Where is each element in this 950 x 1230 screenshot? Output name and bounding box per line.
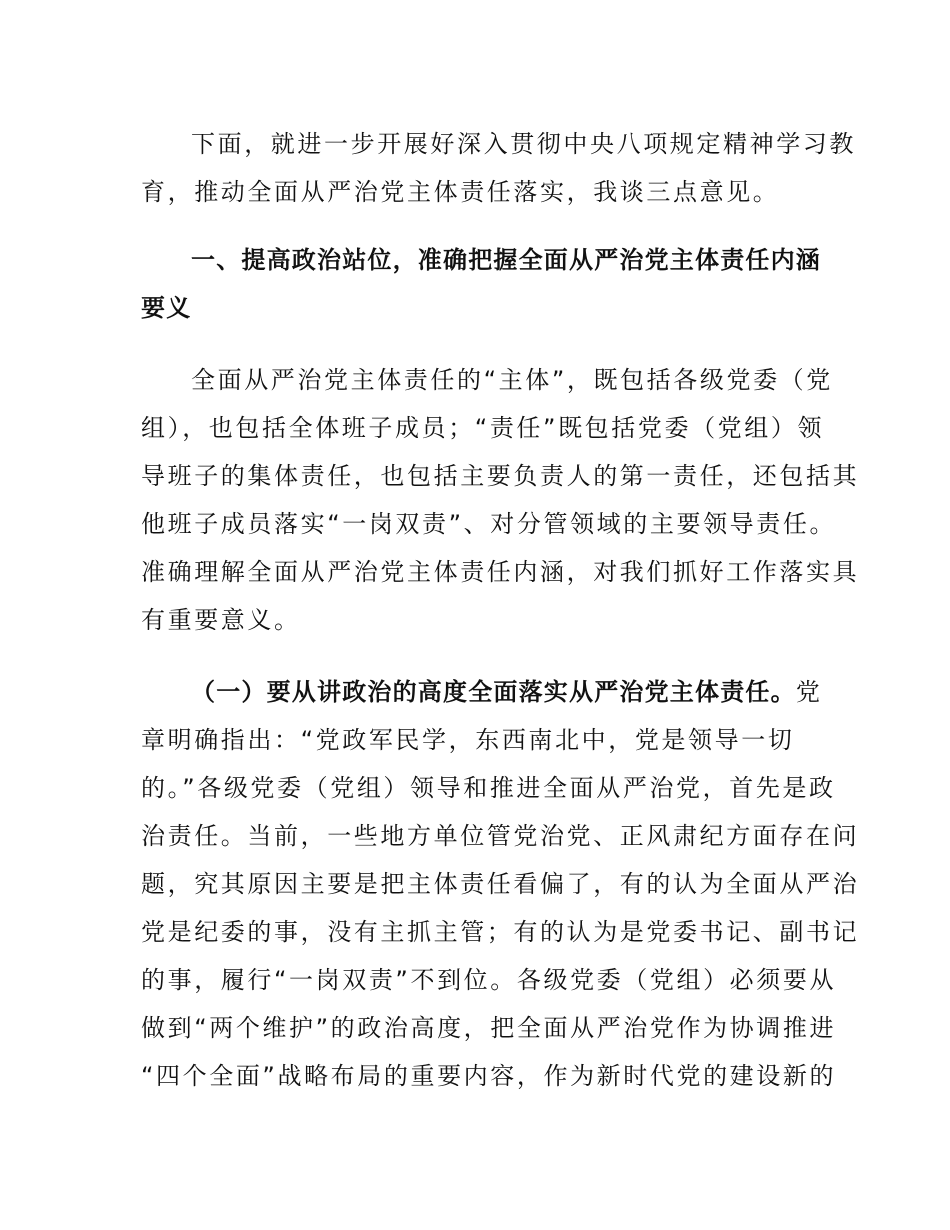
text-line: “四个全面”战略布局的重要内容，作为新时代党的建设新的 <box>141 1062 837 1090</box>
text-line: 题，究其原因主要是把主体责任看偏了，有的认为全面从严治 <box>141 870 860 898</box>
text-line: 他班子成员落实“一岗双责”、对分管领域的主要领导责任。 <box>141 510 837 538</box>
text-line: 准确理解全面从严治党主体责任内涵，对我们抓好工作落实具 <box>141 558 860 586</box>
heading-line: 要义 <box>141 294 192 322</box>
text-line: 导班子的集体责任，也包括主要负责人的第一责任，还包括其 <box>141 462 860 490</box>
text-line <box>141 668 823 716</box>
body-paragraph <box>141 668 860 1100</box>
text-line: 组），也包括全体班子成员；“责任”既包括党委（党组）领 <box>141 414 825 442</box>
text-line: 的。”各级党委（党组）领导和推进全面从严治党，首先是政 <box>141 774 836 802</box>
text-line: 有重要意义。 <box>141 606 301 634</box>
document-body <box>141 120 860 1100</box>
intro-paragraph <box>141 120 856 216</box>
text-line: 全面从严治党主体责任的“主体”，既包括各级党委（党 <box>191 366 833 394</box>
text-line: 育，推动全面从严治党主体责任落实，我谈三点意见。 <box>141 178 780 206</box>
text-line: 治责任。当前，一些地方单位管党治党、正风肃纪方面存在问 <box>141 822 860 850</box>
subheading-lead: （一）要从讲政治的高度全面落实从严治党主体责任。 <box>191 678 796 706</box>
text-line: 党是纪委的事，没有主抓主管；有的认为是党委书记、副书记 <box>141 918 860 946</box>
body-paragraph <box>141 356 860 644</box>
text-line: 做到“两个维护”的政治高度，把全面从严治党作为协调推进 <box>141 1014 837 1042</box>
text-line: 章明确指出：“党政军民学，东西南北中，党是领导一切 <box>141 726 795 754</box>
text-tail: 党 <box>795 678 823 706</box>
section-heading <box>141 236 821 332</box>
text-line: 下面，就进一步开展好深入贯彻中央八项规定精神学习教 <box>191 130 856 158</box>
heading-line: 一、提高政治站位，准确把握全面从严治党主体责任内涵 <box>191 246 821 274</box>
text-line: 的事，履行“一岗双责”不到位。各级党委（党组）必须要从 <box>141 966 837 994</box>
